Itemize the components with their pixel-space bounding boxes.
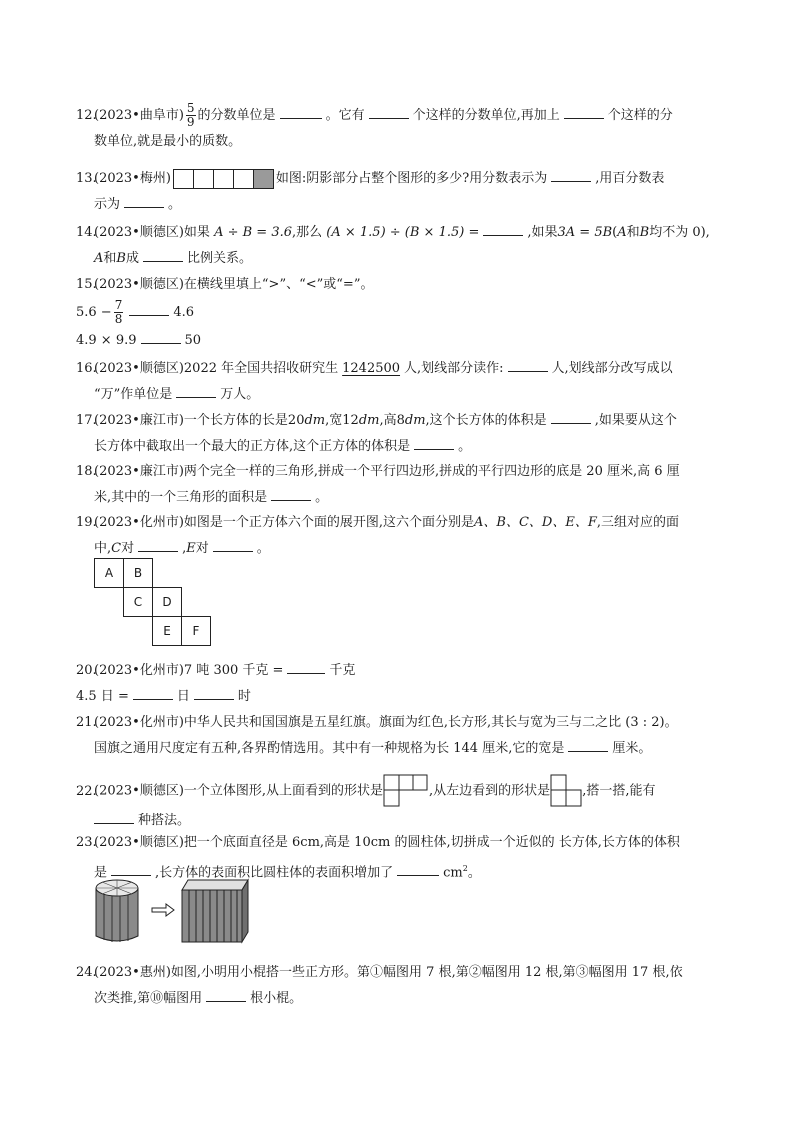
answer-blank[interactable]	[568, 737, 608, 752]
net-face-f: F	[181, 616, 211, 646]
question-18: 18.(2023•廉江市)两个完全一样的三角形,拼成一个平行四边形,拼成的平行四边形的底是 20 厘米,高 6 厘 米,其中的一个三角形的面积是 。	[76, 464, 680, 505]
answer-blank[interactable]	[124, 193, 164, 208]
answer-blank[interactable]	[213, 537, 253, 552]
question-21: 21.(2023•化州市)中华人民共和国国旗是五星红旗。旗面为红色,长方形,其长与宽为三与二之比 (3 : 2)。 国旗之通用尺度定有五种,各界酌情选用。其中有一种规格为长 144 厘米,它的宽是 厘米。	[76, 715, 678, 756]
answer-blank[interactable]	[143, 247, 183, 262]
answer-blank[interactable]	[483, 221, 523, 236]
question-17: 17.(2023•廉江市)一个长方体的长是20dm,宽12dm,高8dm,这个长方体的体积是 ,如果要从这个 长方体中截取出一个最大的正方体,这个正方体的体积是 。	[76, 408, 726, 460]
answer-blank[interactable]	[564, 104, 604, 119]
cube-net-figure	[94, 558, 218, 648]
question-22: 22.(2023•顺德区)一个立体图形,从上面看到的形状是 ,从左边看到的形状是 ,搭一搭,能有 种搭法。	[76, 774, 726, 834]
answer-blank[interactable]	[206, 987, 246, 1002]
question-19: 19.(2023•化州市)如图是一个正方体六个面的展开图,这六个面分别是A、B、C、D、E、F,三组对应的面 中,C对 ,E对 。	[76, 515, 680, 556]
cylinder-icon	[96, 880, 138, 942]
answer-blank[interactable]	[551, 409, 591, 424]
shaded-strip-figure	[173, 169, 274, 189]
answer-blank[interactable]	[397, 861, 439, 876]
answer-blank[interactable]	[133, 685, 173, 700]
net-face-b: B	[123, 558, 153, 588]
answer-blank[interactable]	[111, 861, 151, 876]
answer-blank[interactable]	[414, 435, 454, 450]
net-face-e: E	[152, 616, 182, 646]
question-20: 20.(2023•化州市)7 吨 300 千克 = 千克 4.5 日 = 日 时	[76, 658, 726, 710]
question-15: 15.(2023•顺德区)在横线里填上“>”、“<”或“=”。 5.6 − $\frac{7}{8}$ 4.6 4.9 × 9.9 50	[76, 277, 374, 348]
fraction: $\frac{5}{9}$	[186, 101, 195, 129]
question-24: 24.(2023•惠州)如图,小明用小棍搭一些正方形。第①幅图用 7 根,第②幅图用 12 根,第③幅图用 17 根,依 次类推,第⑩幅图用 根小棍。	[76, 965, 683, 1006]
question-13: 13.(2023•梅州) 如图:阴影部分占整个图形的多少?用分数表示为 ,用百分数表 示为 。	[76, 166, 726, 218]
underlined-number: 1242500	[342, 361, 401, 376]
net-face-a: A	[94, 558, 124, 588]
question-23: 23.(2023•顺德区)把一个底面直径是 6cm,高是 10cm 的圆柱体,切拼成一个近似的 长方体,长方体的体积 是 ,长方体的表面积比圆柱体的表面积增加了 $cm^2$。	[76, 835, 680, 881]
answer-blank[interactable]	[141, 329, 181, 344]
cuboid-icon	[182, 880, 248, 942]
left-view-icon	[550, 774, 582, 808]
net-face-d: D	[152, 587, 182, 617]
answer-blank[interactable]	[94, 809, 134, 824]
answer-blank[interactable]	[369, 104, 409, 119]
answer-blank[interactable]	[176, 383, 216, 398]
arrow-right-icon	[152, 904, 174, 916]
answer-blank[interactable]	[129, 301, 169, 316]
answer-blank[interactable]	[271, 486, 311, 501]
answer-blank[interactable]	[138, 537, 178, 552]
answer-blank[interactable]	[287, 659, 325, 674]
question-12: 12.(2023•曲阜市) $\frac{5}{9}$ 的分数单位是 。它有 个这样的分数单位,再加上 个这样的分 数单位,就是最小的质数。	[76, 101, 673, 149]
net-face-c: C	[123, 587, 153, 617]
top-view-icon	[383, 774, 429, 808]
question-16: 16.(2023•顺德区)2022 年全国共招收研究生 1242500 人,划线部分读作: 人,划线部分改写成以 “万”作单位是 万人。	[76, 356, 726, 408]
answer-blank[interactable]	[280, 104, 322, 119]
question-14: 14.(2023•顺德区)如果 A ÷ B = 3.6,那么 (A × 1.5) ÷ (B × 1.5) = ,如果3A = 5B(A和B均不为 0), A和B成 比例关系。	[76, 220, 726, 272]
answer-blank[interactable]	[551, 167, 591, 182]
fraction: $\frac{7}{8}$	[114, 298, 123, 326]
answer-blank[interactable]	[508, 357, 548, 372]
answer-blank[interactable]	[194, 685, 234, 700]
cylinder-to-cuboid-figure	[92, 876, 252, 946]
